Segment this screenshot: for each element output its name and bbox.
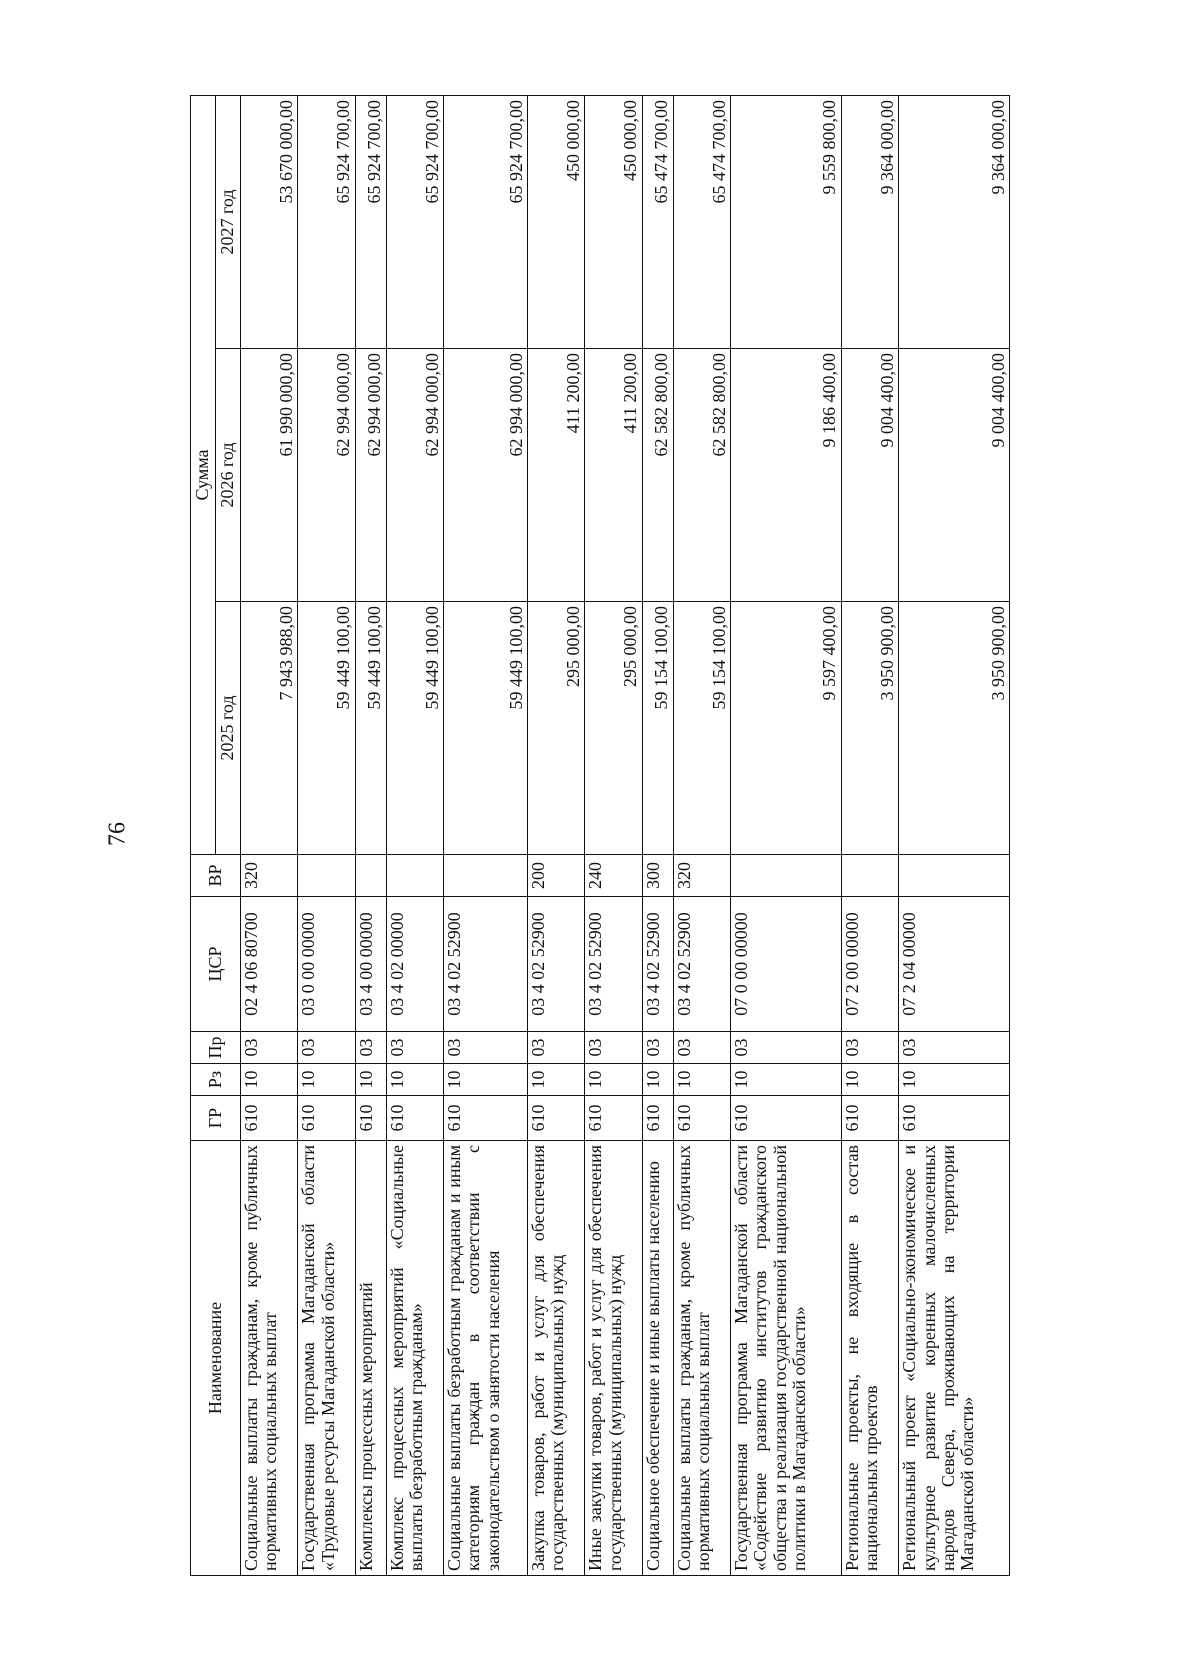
cell-gr: 610 (528, 1096, 585, 1141)
table-row (899, 95, 1010, 1575)
header-csr: ЦСР (191, 897, 241, 1032)
cell-pr: 03 (642, 1032, 673, 1064)
cell-pr: 03 (731, 1032, 842, 1064)
cell-2025: 59 154 100,00 (642, 602, 673, 855)
table-row (841, 95, 898, 1575)
cell-2027: 65 474 700,00 (673, 95, 730, 348)
header-2025: 2025 год (216, 602, 241, 855)
cell-vr: 240 (585, 855, 642, 897)
cell-csr: 03 4 02 52900 (443, 897, 527, 1032)
cell-2027: 65 924 700,00 (355, 95, 386, 348)
cell-csr: 07 2 04 00000 (899, 897, 1010, 1032)
budget-table (190, 95, 1010, 1576)
cell-csr: 07 2 00 00000 (841, 897, 898, 1032)
cell-2026: 62 994 000,00 (386, 349, 443, 602)
cell-pr: 03 (443, 1032, 527, 1064)
table-row (443, 95, 527, 1575)
cell-2025: 295 000,00 (528, 602, 585, 855)
cell-vr: 320 (241, 855, 298, 897)
cell-2027: 9 559 800,00 (731, 95, 842, 348)
cell-2025: 9 597 400,00 (731, 602, 842, 855)
cell-name: Иные закупки товаров, работ и услуг для обеспечения государственных (муниципальных) нужд (585, 1141, 642, 1576)
cell-rz: 10 (355, 1064, 386, 1096)
cell-2026: 9 004 400,00 (841, 349, 898, 602)
header-name: Наименование (191, 1141, 241, 1576)
cell-rz: 10 (673, 1064, 730, 1096)
cell-pr: 03 (241, 1032, 298, 1064)
page-number: 76 (104, 822, 131, 846)
cell-2025: 59 449 100,00 (386, 602, 443, 855)
cell-pr: 03 (355, 1032, 386, 1064)
cell-rz: 10 (642, 1064, 673, 1096)
cell-gr: 610 (841, 1096, 898, 1141)
cell-name: Социальное обеспечение и иные выплаты населению (642, 1141, 673, 1576)
cell-vr (899, 855, 1010, 897)
cell-name: Социальные выплаты гражданам, кроме публичных нормативных социальных выплат (241, 1141, 298, 1576)
cell-csr: 03 4 02 52900 (585, 897, 642, 1032)
cell-2025: 59 449 100,00 (443, 602, 527, 855)
cell-2027: 9 364 000,00 (899, 95, 1010, 348)
cell-2027: 65 924 700,00 (298, 95, 355, 348)
cell-rz: 10 (241, 1064, 298, 1096)
cell-csr: 07 0 00 00000 (731, 897, 842, 1032)
cell-2025: 59 449 100,00 (298, 602, 355, 855)
table-row (386, 95, 443, 1575)
cell-pr: 03 (841, 1032, 898, 1064)
cell-rz: 10 (298, 1064, 355, 1096)
cell-name: Государственная программа Магаданской области «Содействие развитию институтов гражданского общества и реализация государственной национальной политики в Магаданской области» (731, 1141, 842, 1576)
header-row (191, 95, 216, 1575)
cell-gr: 610 (298, 1096, 355, 1141)
cell-name: Социальные выплаты гражданам, кроме публичных нормативных социальных выплат (673, 1141, 730, 1576)
cell-gr: 610 (585, 1096, 642, 1141)
cell-name: Закупка товаров, работ и услуг для обеспечения государственных (муниципальных) нужд (528, 1141, 585, 1576)
cell-csr: 03 0 00 00000 (298, 897, 355, 1032)
cell-2026: 9 186 400,00 (731, 349, 842, 602)
header-gr: ГР (191, 1096, 241, 1141)
cell-2027: 9 364 000,00 (841, 95, 898, 348)
cell-pr: 03 (298, 1032, 355, 1064)
cell-pr: 03 (528, 1032, 585, 1064)
cell-rz: 10 (443, 1064, 527, 1096)
cell-csr: 03 4 02 52900 (642, 897, 673, 1032)
header-2027: 2027 год (216, 95, 241, 348)
cell-name: Региональные проекты, не входящие в состав национальных проектов (841, 1141, 898, 1576)
table-row (731, 95, 842, 1575)
cell-pr: 03 (899, 1032, 1010, 1064)
cell-csr: 03 4 02 52900 (528, 897, 585, 1032)
table-row (642, 95, 673, 1575)
cell-pr: 03 (585, 1032, 642, 1064)
cell-2026: 62 994 000,00 (355, 349, 386, 602)
cell-2026: 61 990 000,00 (241, 349, 298, 602)
header-2026: 2026 год (216, 349, 241, 602)
table-row (241, 95, 298, 1575)
cell-2025: 59 154 100,00 (673, 602, 730, 855)
cell-vr (386, 855, 443, 897)
cell-pr: 03 (386, 1032, 443, 1064)
cell-rz: 10 (585, 1064, 642, 1096)
cell-2026: 411 200,00 (528, 349, 585, 602)
cell-vr: 300 (642, 855, 673, 897)
cell-gr: 610 (443, 1096, 527, 1141)
cell-2025: 59 449 100,00 (355, 602, 386, 855)
header-vr: ВР (191, 855, 241, 897)
cell-gr: 610 (642, 1096, 673, 1141)
cell-rz: 10 (899, 1064, 1010, 1096)
rotated-table-container (190, 96, 1010, 1576)
cell-vr: 320 (673, 855, 730, 897)
cell-name: Комплексы процессных мероприятий (355, 1141, 386, 1576)
cell-gr: 610 (355, 1096, 386, 1141)
cell-csr: 03 4 02 52900 (673, 897, 730, 1032)
cell-2025: 295 000,00 (585, 602, 642, 855)
cell-2027: 450 000,00 (528, 95, 585, 348)
cell-vr (298, 855, 355, 897)
header-pr: Пр (191, 1032, 241, 1064)
cell-rz: 10 (731, 1064, 842, 1096)
cell-rz: 10 (528, 1064, 585, 1096)
cell-csr: 02 4 06 80700 (241, 897, 298, 1032)
cell-2027: 65 924 700,00 (386, 95, 443, 348)
cell-vr (731, 855, 842, 897)
table-row (585, 95, 642, 1575)
cell-gr: 610 (386, 1096, 443, 1141)
cell-rz: 10 (386, 1064, 443, 1096)
cell-pr: 03 (673, 1032, 730, 1064)
cell-rz: 10 (841, 1064, 898, 1096)
cell-name: Государственная программа Магаданской области «Трудовые ресурсы Магаданской области» (298, 1141, 355, 1576)
cell-name: Социальные выплаты безработным гражданам и иным категориям граждан в соответствии с законодательством о занятости населения (443, 1141, 527, 1576)
cell-2027: 65 924 700,00 (443, 95, 527, 348)
cell-2026: 9 004 400,00 (899, 349, 1010, 602)
cell-vr (355, 855, 386, 897)
cell-2025: 3 950 900,00 (841, 602, 898, 855)
cell-name: Региональный проект «Социально-экономическое и культурное развитие коренных малочисленных народов Севера, проживающих на территории Магаданской области» (899, 1141, 1010, 1576)
cell-gr: 610 (673, 1096, 730, 1141)
cell-gr: 610 (899, 1096, 1010, 1141)
header-rz: Рз (191, 1064, 241, 1096)
cell-vr (841, 855, 898, 897)
cell-gr: 610 (241, 1096, 298, 1141)
cell-2026: 62 994 000,00 (298, 349, 355, 602)
cell-vr: 200 (528, 855, 585, 897)
table-row (298, 95, 355, 1575)
cell-csr: 03 4 00 00000 (355, 897, 386, 1032)
header-sum: Сумма (191, 95, 216, 854)
table-row (355, 95, 386, 1575)
cell-vr (443, 855, 527, 897)
cell-csr: 03 4 02 00000 (386, 897, 443, 1032)
cell-2026: 62 994 000,00 (443, 349, 527, 602)
cell-2026: 62 582 800,00 (673, 349, 730, 602)
cell-2027: 53 670 000,00 (241, 95, 298, 348)
cell-2026: 62 582 800,00 (642, 349, 673, 602)
cell-name: Комплекс процессных мероприятий «Социальные выплаты безработным гражданам» (386, 1141, 443, 1576)
cell-2025: 3 950 900,00 (899, 602, 1010, 855)
table-row (673, 95, 730, 1575)
cell-2027: 65 474 700,00 (642, 95, 673, 348)
cell-2025: 7 943 988,00 (241, 602, 298, 855)
cell-2026: 411 200,00 (585, 349, 642, 602)
table-row (528, 95, 585, 1575)
cell-2027: 450 000,00 (585, 95, 642, 348)
cell-gr: 610 (731, 1096, 842, 1141)
